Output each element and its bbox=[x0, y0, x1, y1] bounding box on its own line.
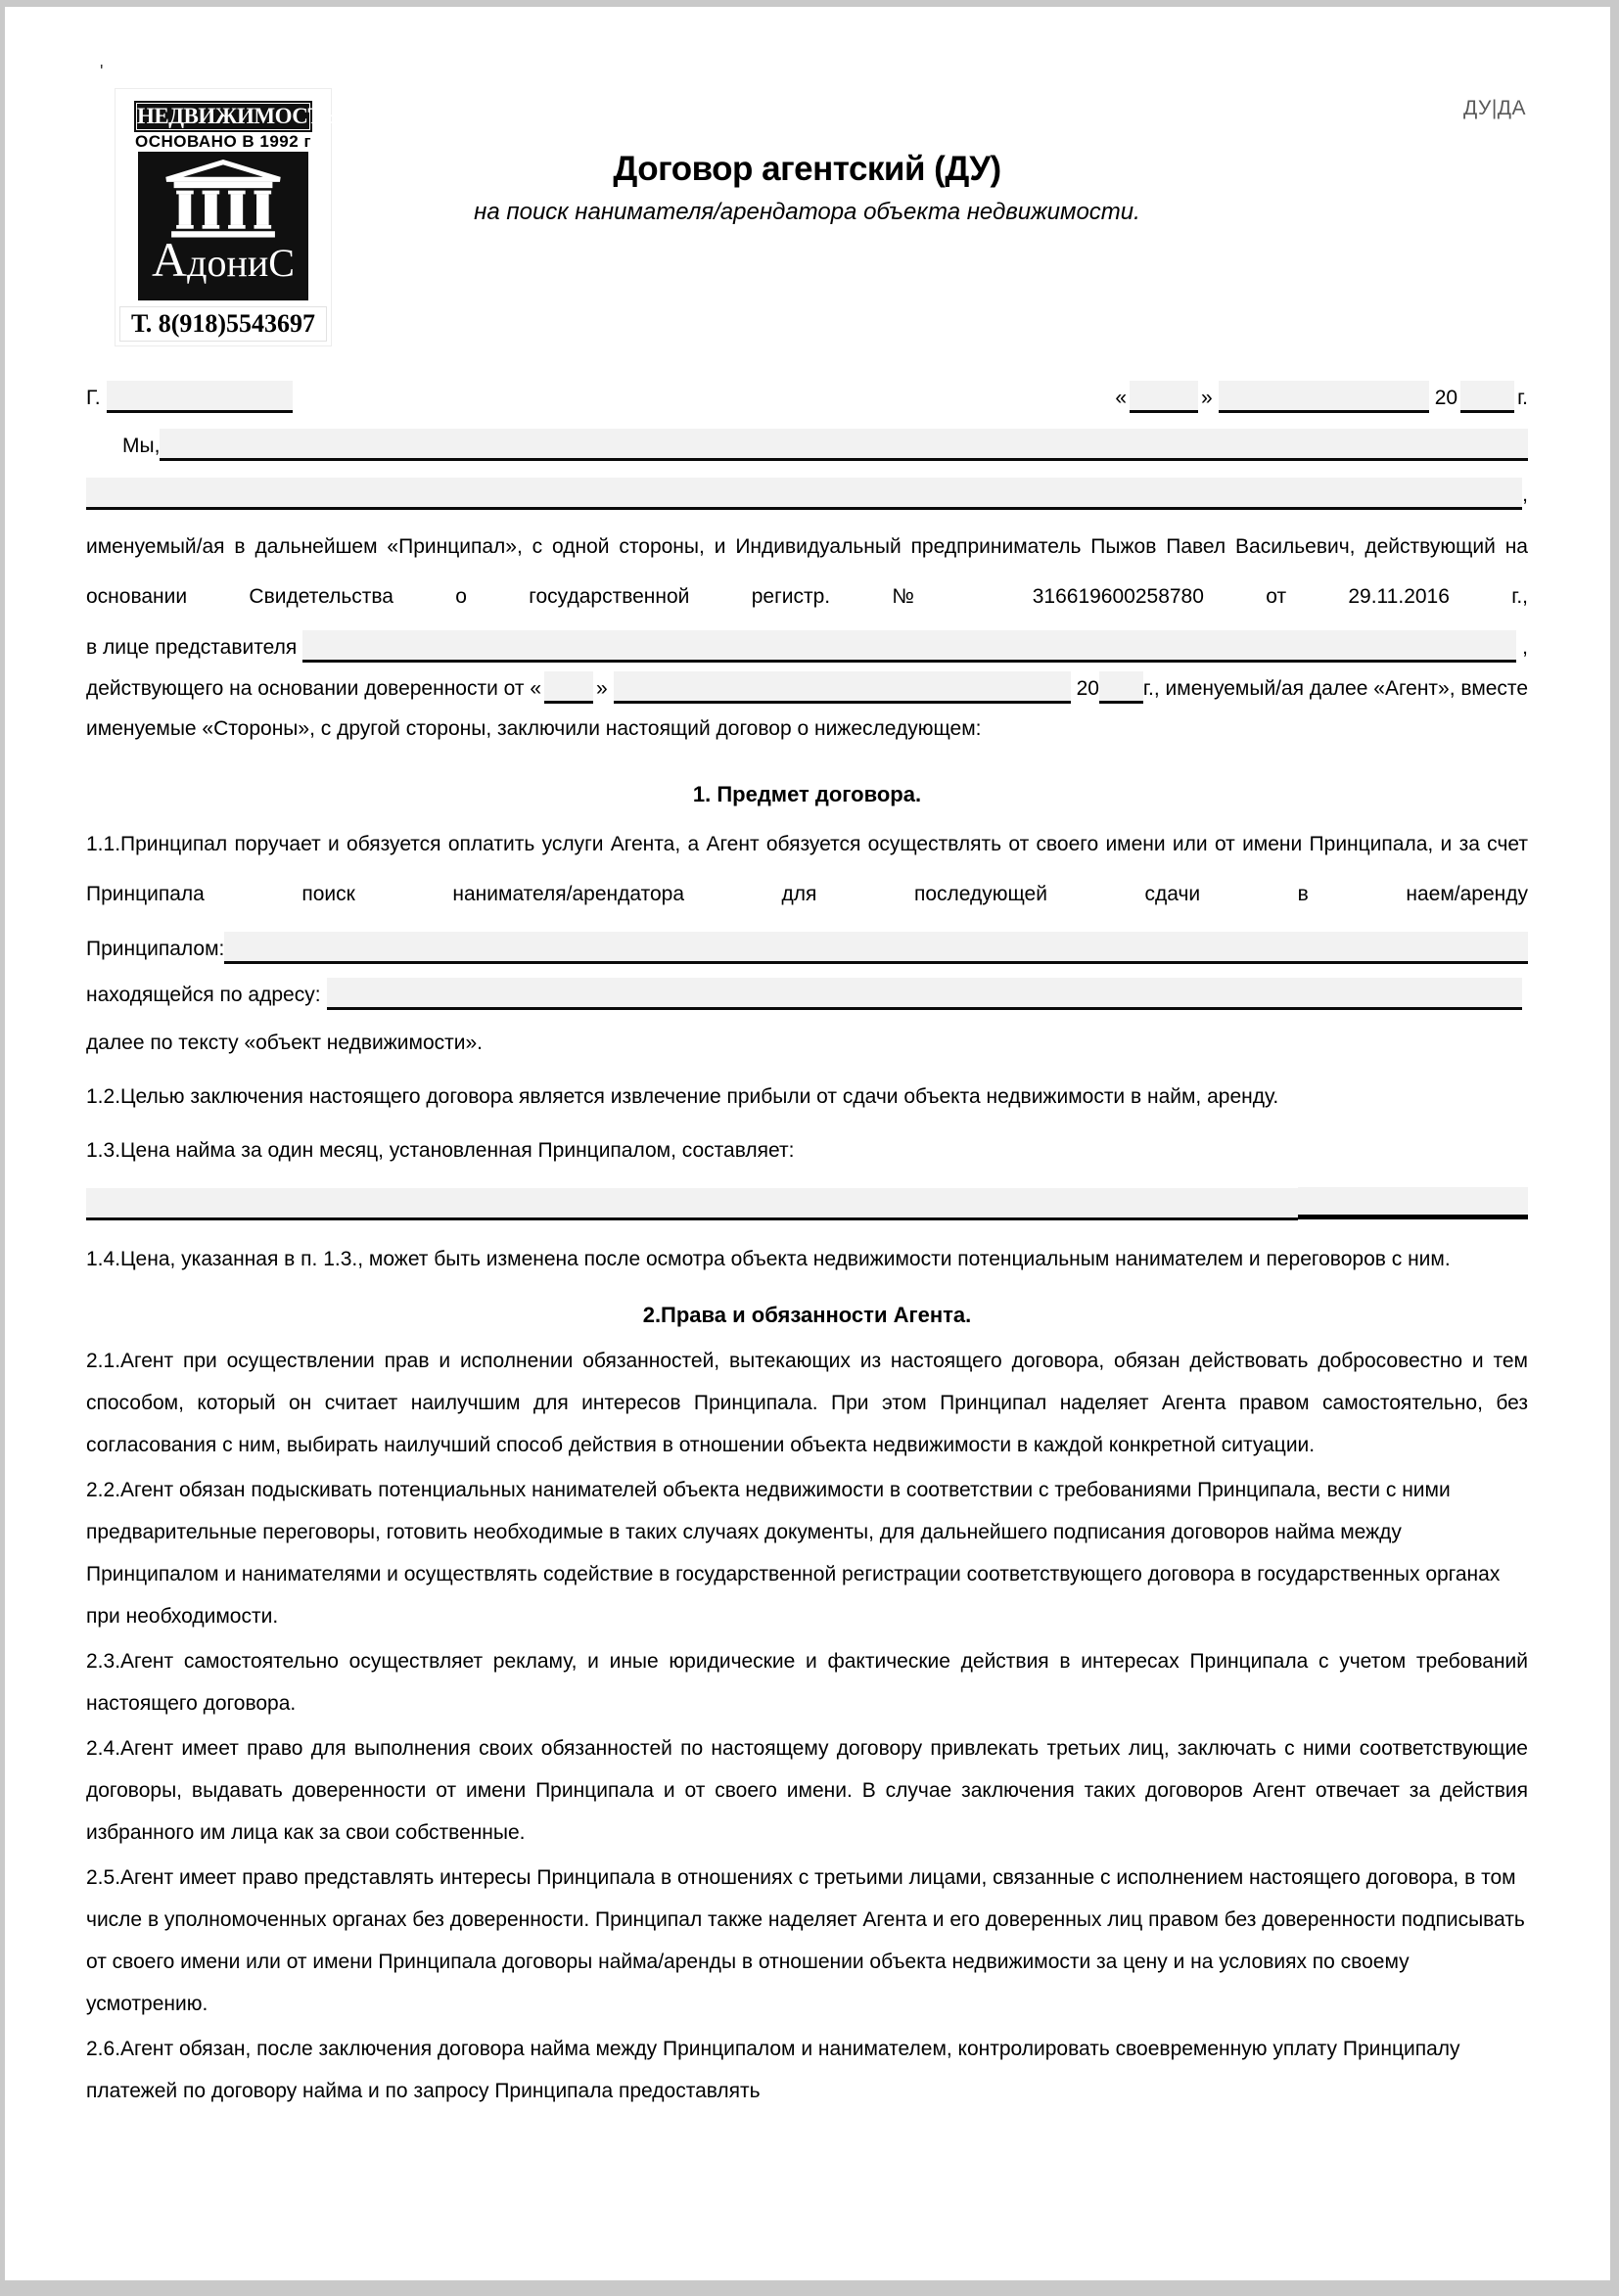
city-date-line bbox=[86, 381, 1528, 413]
year-prefix: 20 bbox=[1434, 387, 1458, 409]
date-close-quote: » bbox=[1201, 387, 1213, 409]
object-address-blank[interactable] bbox=[327, 978, 1522, 1010]
year-blank[interactable] bbox=[1460, 381, 1514, 413]
document-subtitle: на поиск нанимателя/арендатора объекта недвижимости. bbox=[474, 199, 1140, 225]
document-page bbox=[5, 7, 1610, 2280]
clause-1-3: 1.3.Цена найма за один месяц, установленная Принципалом, составляет: bbox=[86, 1139, 795, 1162]
section2-heading: 2.Права и обязанности Агента. bbox=[642, 1303, 972, 1327]
parties-intro-line bbox=[86, 429, 1528, 461]
document-header bbox=[86, 7, 1528, 351]
clause-1-2: 1.2.Целью заключения настоящего договора является извлечение прибыли от сдачи объекта недвижимости в найм, аренду. bbox=[86, 1085, 1279, 1108]
power-of-attorney-line bbox=[86, 671, 1528, 704]
clause-2-3: 2.3.Агент самостоятельно осуществляет рекламу, и иные юридические и фактические действия в интересах Принципала с учетом требований настоящего договора. bbox=[86, 1650, 1528, 1715]
object-description-line bbox=[86, 932, 1528, 964]
object-term-text: далее по тексту «объект недвижимости». bbox=[86, 1032, 484, 1054]
logo-company-name: АдониС bbox=[152, 232, 295, 287]
logo-emblem bbox=[138, 152, 308, 300]
representative-comma: , bbox=[1522, 636, 1528, 659]
clause-2-5: 2.5.Агент имеет право представлять интересы Принципала в отношениях с третьими лицами, связанные с исполнением настоящего договора, в том числе в уполномоченных органах без доверенности. Принципал также наделяет Агента и его доверенных лиц правом без доверенности подписывать от своего имени или от имени Принципала договоры найма/аренды в отношении объекта недвижимости за цену и на условиях по своему усмотрению. bbox=[86, 1866, 1525, 2015]
logo-brand-text: НЕДВИЖИМОСТЬ bbox=[137, 104, 337, 128]
clause-2-6: 2.6.Агент обязан, после заключения договора найма между Принципалом и нанимателем, контролировать своевременную уплату Принципалу платежей по договору найма и по запросу Принципала предоставлять bbox=[86, 2038, 1460, 2102]
document-title: Договор агентский (ДУ) bbox=[613, 150, 1001, 188]
parties-names-blank[interactable] bbox=[160, 429, 1528, 461]
poa-year-blank[interactable] bbox=[1099, 671, 1143, 704]
rent-price-blank-bold[interactable] bbox=[1298, 1187, 1528, 1219]
representative-label: в лице представителя bbox=[86, 636, 298, 659]
principal-clause: именуемый/ая в дальнейшем «Принципал», с одной стороны, и Индивидуальный предприниматель Пыжов Павел Васильевич, действующий на основании Свидетельства о государственной регистр. № 316619600258780 от 29.11.2016 г., bbox=[86, 535, 1528, 608]
parties-names-blank-2[interactable] bbox=[86, 478, 1522, 510]
parties-clause: именуемые «Стороны», с другой стороны, заключили настоящий договор о нижеследующем: bbox=[86, 717, 982, 740]
city-label: Г. bbox=[86, 387, 101, 409]
rent-price-blank[interactable] bbox=[86, 1188, 1298, 1220]
address-label: находящейся по адресу: bbox=[86, 984, 321, 1006]
date-open-quote: « bbox=[1115, 387, 1128, 409]
principal-label: Принципалом: bbox=[86, 938, 225, 960]
month-blank[interactable] bbox=[1219, 381, 1429, 413]
city-blank[interactable] bbox=[107, 381, 293, 413]
document-code: ДУ|ДА bbox=[1463, 97, 1526, 119]
trailing-comma: , bbox=[1522, 483, 1528, 506]
logo-brand-bar bbox=[134, 101, 337, 132]
object-address-line bbox=[86, 978, 1528, 1010]
clause-1-4: 1.4.Цена, указанная в п. 1.3., может быть изменена после осмотра объекта недвижимости потенциальным нанимателем и переговоров с ним. bbox=[86, 1248, 1451, 1270]
rent-price-line bbox=[86, 1187, 1528, 1220]
poa-text-tail: г., именуемый/ая далее «Агент», вместе bbox=[1142, 677, 1528, 700]
year-suffix: г. bbox=[1517, 387, 1528, 409]
clause-2-1: 2.1.Агент при осуществлении прав и исполнении обязанностей, вытекающих из настоящего договора, обязан действовать добросовестно и тем способом, который он считает наилучшим для интересов Принципала. При этом Принципал наделяет Агента правом самостоятельно, без согласования с ним, выбирать наилучший способ действия в отношении объекта недвижимости в каждой конкретной ситуации. bbox=[86, 1350, 1528, 1456]
day-blank[interactable] bbox=[1130, 381, 1198, 413]
section1-heading: 1. Предмет договора. bbox=[692, 782, 922, 806]
object-description-blank[interactable] bbox=[224, 932, 1528, 964]
we-label: Мы, bbox=[122, 435, 161, 457]
poa-year-prefix: 20 bbox=[1076, 677, 1099, 700]
representative-line bbox=[86, 630, 1528, 663]
stray-mark: ' bbox=[100, 62, 104, 81]
clause-1-1: 1.1.Принципал поручает и обязуется оплатить услуги Агента, а Агент обязуется осуществлять от своего имени или от имени Принципала, и за счет Принципала поиск нанимателя/арендатора для последующей сдачи в наем/аренду bbox=[86, 833, 1528, 905]
poa-month-blank[interactable] bbox=[614, 671, 1071, 704]
logo-established-text: ОСНОВАНО В 1992 г bbox=[134, 132, 312, 151]
poa-close-quote: » bbox=[596, 677, 608, 700]
poa-day-blank[interactable] bbox=[544, 671, 593, 704]
poa-text-pre: действующего на основании доверенности от « bbox=[86, 677, 542, 700]
parties-names-line2 bbox=[86, 478, 1528, 510]
agency-logo bbox=[116, 89, 337, 345]
logo-phone: Т. 8(918)5543697 bbox=[119, 306, 327, 342]
representative-name-blank[interactable] bbox=[302, 630, 1516, 663]
clause-2-4: 2.4.Агент имеет право для выполнения своих обязанностей по настоящему договору привлекать третьих лиц, заключать с ними соответствующие договоры, выдавать доверенности от имени Принципала и от своего имени. В случае заключения таких договоров Агент отвечает за действия избранного им лица как за свои собственные. bbox=[86, 1737, 1528, 1844]
clause-2-2: 2.2.Агент обязан подыскивать потенциальных нанимателей объекта недвижимости в соответствии с требованиями Принципала, вести с ними предварительные переговоры, готовить необходимые в таких случаях документы, для дальнейшего подписания договоров найма между Принципалом и нанимателями и осуществлять содействие в государственной регистрации соответствующего договора в государственных органах при необходимости. bbox=[86, 1479, 1501, 1628]
